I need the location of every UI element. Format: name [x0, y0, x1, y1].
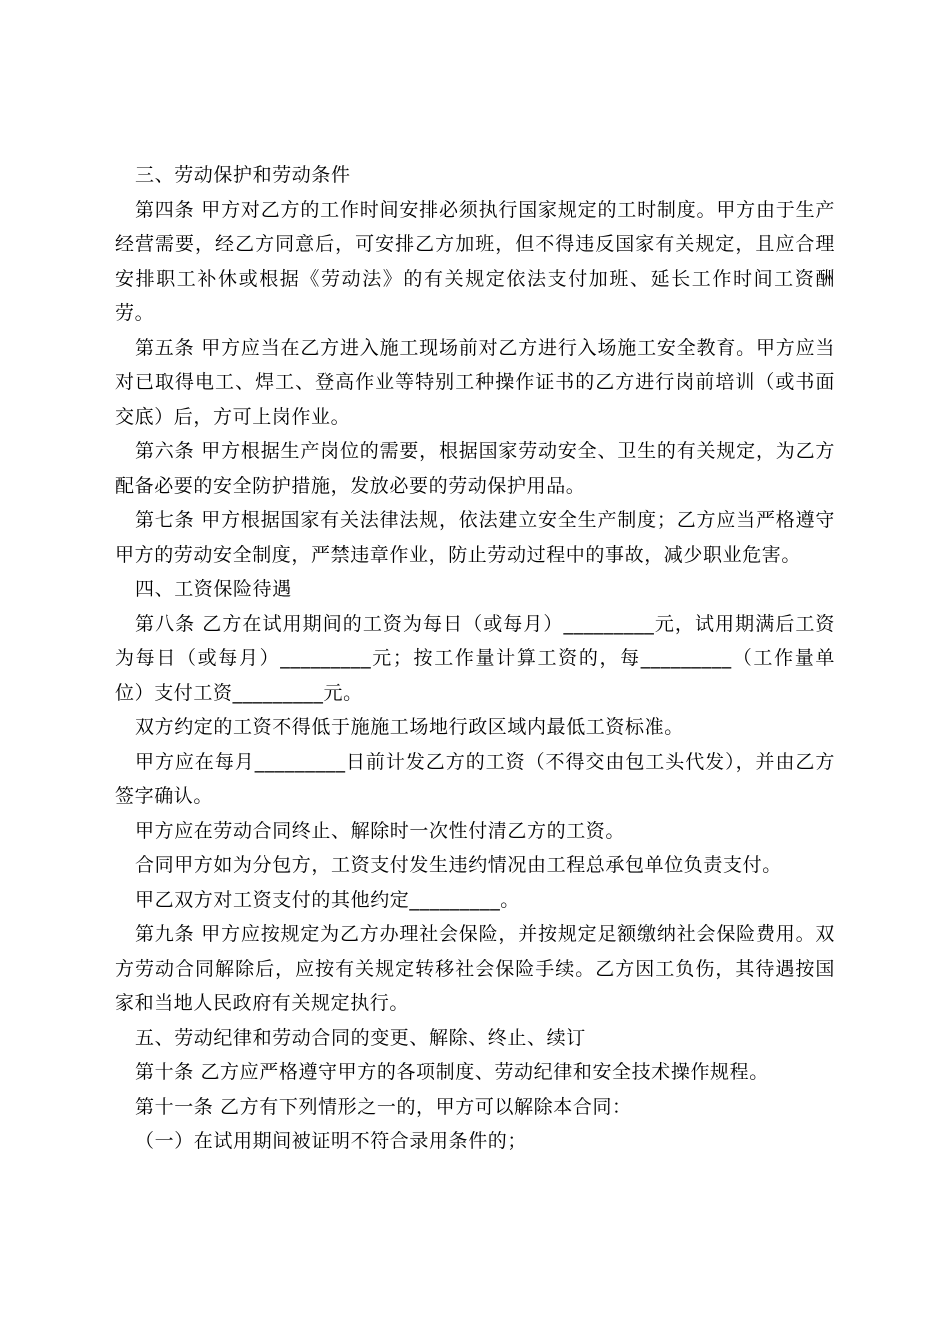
- other-wage-agreement-paragraph: 甲乙双方对工资支付的其他约定_________。: [135, 888, 520, 911]
- article-11-item-1: （一）在试用期间被证明不符合录用条件的；: [135, 1130, 528, 1152]
- article-5-paragraph: 第五条 甲方应当在乙方进入施工现场前对乙方进行入场施工安全教育。甲方应当对已取得电工、焊工、登高作业等特别工种操作证书的乙方进行岗前培训（或书面交底）后，方可上岗作业。: [115, 336, 835, 428]
- subcontractor-pay-paragraph: 合同甲方如为分包方，工资支付发生违约情况由工程总承包单位负责支付。: [135, 854, 782, 876]
- article-11-paragraph: 第十一条 乙方有下列情形之一的，甲方可以解除本合同：: [135, 1095, 632, 1118]
- monthly-pay-paragraph: 甲方应在每月_________日前计发乙方的工资（不得交由包工头代发），并由乙方签字确认。: [115, 750, 835, 807]
- section-heading-wages-insurance: 四、工资保险待遇: [135, 578, 292, 600]
- article-9-paragraph: 第九条 甲方应按规定为乙方办理社会保险，并按规定足额缴纳社会保险费用。双方劳动合同解除后，应按有关规定转移社会保险手续。乙方因工负伤，其待遇按国家和当地人民政府有关规定执行。: [115, 923, 835, 1014]
- article-7-paragraph: 第七条 甲方根据国家有关法律法规，依法建立安全生产制度；乙方应当严格遵守甲方的劳动安全制度，严禁违章作业，防止劳动过程中的事故，减少职业危害。: [115, 509, 835, 566]
- article-4-paragraph: 第四条 甲方对乙方的工作时间安排必须执行国家规定的工时制度。甲方由于生产经营需要，经乙方同意后，可安排乙方加班，但不得违反国家有关规定，且应合理安排职工补休或根据《劳动法》的有关规定依法支付加班、延长工作时间工资酬劳。: [115, 198, 835, 324]
- minimum-wage-paragraph: 双方约定的工资不得低于施施工场地行政区域内最低工资标准。: [135, 716, 684, 738]
- article-8-paragraph: 第八条 乙方在试用期间的工资为每日（或每月）_________元，试用期满后工资为每日（或每月）_________元；按工作量计算工资的，每_________（工作量单位）支付工资_________元。: [115, 612, 835, 704]
- section-heading-discipline-contract: 五、劳动纪律和劳动合同的变更、解除、终止、续订: [135, 1026, 586, 1049]
- document-body: [115, 158, 835, 1159]
- article-6-paragraph: 第六条 甲方根据生产岗位的需要，根据国家劳动安全、卫生的有关规定，为乙方配备必要的安全防护措施，发放必要的劳动保护用品。: [115, 440, 835, 497]
- article-10-paragraph: 第十条 乙方应严格遵守甲方的各项制度、劳动纪律和安全技术操作规程。: [135, 1061, 769, 1083]
- section-heading-labor-protection: 三、劳动保护和劳动条件: [135, 164, 351, 186]
- final-pay-paragraph: 甲方应在劳动合同终止、解除时一次性付清乙方的工资。: [135, 819, 626, 842]
